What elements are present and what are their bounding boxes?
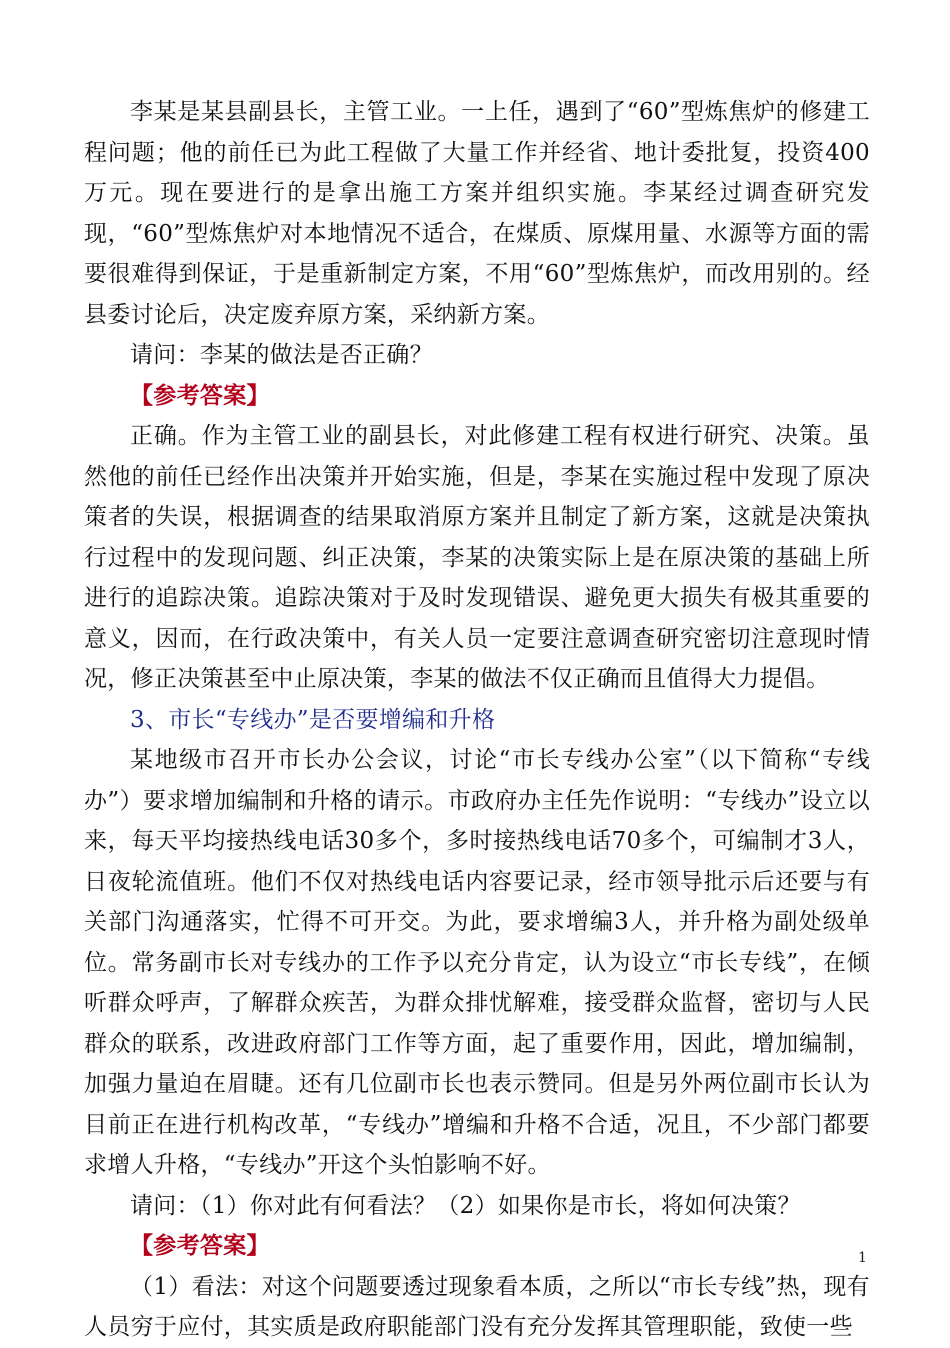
reference-answer-label-2: 【参考答案】 xyxy=(130,1232,270,1259)
paragraph-question-1: 请问：李某的做法是否正确？ xyxy=(130,342,433,368)
page-number: 1 xyxy=(858,1250,867,1266)
paragraph-case-intro: 李某是某县副县长，主管工业。一上任，遇到了“60”型炼焦炉的修建工程问题；他的前任已为此工程做了大量工作并经省、地计委批复，投资400万元。现在要进行的是拿出施工方案并组织实施。李某经过调查研究发现，“60”型炼焦炉对本地情况不适合，在煤质、原煤用量、水源等方面的需要很难得到保证，于是重新制定方案，不用“60”型炼焦炉，而改用别的。经县委讨论后，决定废弃原方案，采纳新方案。 xyxy=(84,99,870,328)
paragraph-answer-2: （1）看法：对这个问题要透过现象看本质，之所以“市长专线”热，现有人员穷于应付，其实质是政府职能部门没有充分发挥其管理职能，致使一些 xyxy=(84,1273,870,1340)
paragraph-question-2: 请问：（1）你对此有何看法？（2）如果你是市长，将如何决策？ xyxy=(130,1192,801,1219)
section-heading: 3、市长“专线办”是否要增编和升格 xyxy=(130,706,496,733)
paragraph-answer-1: 正确。作为主管工业的副县长，对此修建工程有权进行研究、决策。虽然他的前任已经作出决策并开始实施，但是，李某在实施过程中发现了原决策者的失误，根据调查的结果取消原方案并且制定了新方案，这就是决策执行过程中的发现问题、纠正决策，李某的决策实际上是在原决策的基础上所进行的追踪决策。追踪决策对于及时发现错误、避免更大损失有极其重要的意义，因而，在行政决策中，有关人员一定要注意调查研究密切注意现时情况，修正决策甚至中止原决策，李某的做法不仅正确而且值得大力提倡。 xyxy=(84,423,870,692)
document-page xyxy=(84,92,870,1348)
reference-answer-label: 【参考答案】 xyxy=(130,381,270,409)
paragraph-case-2: 某地级市召开市长办公会议，讨论“市长专线办公室”（以下简称“专线办”）要求增加编制和升格的请示。市政府办主任先作说明：“专线办”设立以来，每天平均接热线电话30多个，多时接热线电话70多个，可编制才3人，日夜轮流值班。他们不仅对热线电话内容要记录，经市领导批示后还要与有关部门沟通落实，忙得不可开交。为此，要求增编3人，并升格为副处级单位。常务副市长对专线办的工作予以充分肯定，认为设立“市长专线”，在倾听群众呼声，了解群众疾苦，为群众排忧解难，接受群众监督，密切与人民群众的联系，改进政府部门工作等方面，起了重要作用，因此，增加编制，加强力量迫在眉睫。还有几位副市长也表示赞同。但是另外两位副市长认为目前正在进行机构改革，“专线办”增编和升格不合适，况且，不少部门都要求增人升格，“专线办”开这个头怕影响不好。 xyxy=(84,747,870,1178)
